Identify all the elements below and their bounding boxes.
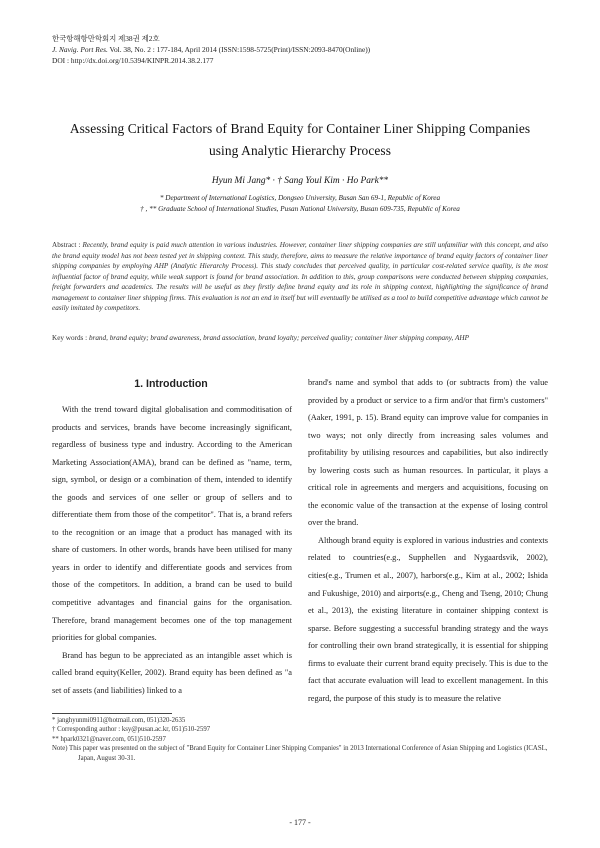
footnote-item: ** hpark0321@naver.com, 051)510-2597 — [52, 735, 166, 743]
journal-korean-title: 한국항해항만학회지 제38권 제2호 — [52, 34, 160, 43]
body-column-right — [308, 374, 548, 707]
keywords-label: Key words : — [52, 334, 89, 342]
abstract-text: Recently, brand equity is paid much attention in various industries. However, container liner shipping companies are still unfamiliar with this concept, and also the brand equity model has not been tested yet in shipping context. This study, therefore, aims to measure the relative importance of brand equity factors of container liner shipping companies by employing AHP (Analytic Hierarchy Process). This study concludes that perceived quality, in particular cost-related service quality, is the most influential factor of brand equity, while weak support is found for brand association. In addition to this, group comparisons were conducted between shipping companies, freight forwarders and academics. The results will be useful as they firstly define brand equity and its role in shipping context, highlighting the significance of brand management to container liner shipping firms. This evaluation is not an end in itself but will eventually be utilised as a tool to build competitive advantage which cannot be easily imitated by competitors. — [52, 241, 548, 312]
footnote-divider — [52, 713, 172, 714]
paragraph: Although brand equity is explored in various industries and contexts related to countries(e.g., Supphellen and Nygaardsvik, 2002), cities(e.g., Trumen et al., 2007), harbors(e.g., Kim at al., 2002; Ishida and Fukushige, 2010) and airports(e.g., Cheng and Tseng, 2010; Chung et al., 2013), the existing literature in container shipping context is sparse. Before suggesting a successful branding strategy and the ways for controlling their own brand strategically, it is essential for shipping firms to evaluate their current brand equity precisely. This is due to the fact that accurate evaluation will lead to excellent management. In this regard, the purpose of this study is to measure the relative — [308, 535, 548, 703]
body-column-left — [52, 401, 292, 699]
paragraph: brand's name and symbol that adds to (or subtracts from) the value provided by a product or service to a firm and/or that firm's customers"(Aaker, 1991, p. 15). Brand equity can improve value for companies in two ways; not only directly from increasing sales volumes and profitability by utilising resources and capabilities, but also indirectly by lowering costs such as human resources. In particular, it plays a critical role in agreements and mergers and acquisitions, focusing on the economic value of the transaction at the expense of losing control over the brand. — [308, 378, 548, 528]
paper-title — [40, 118, 560, 162]
affiliation-2: † , ** Graduate School of International Studies, Pusan National University, Busan 609-735, Republic of Korea — [140, 205, 460, 213]
abstract — [52, 240, 548, 314]
journal-citation — [52, 44, 370, 55]
paragraph: Brand has begun to be appreciated as an intangible asset which is called brand equity(Keller, 2002). Brand equity has been defined as "a set of assets (and liabilities) linked to a — [52, 650, 292, 695]
journal-abbrev: J. Navig. Port Res. — [52, 45, 108, 54]
journal-volume-info: Vol. 38, No. 2 : 177-184, April 2014 (ISSN:1598-5725(Print)/ISSN:2093-8470(Online)) — [107, 45, 371, 54]
affiliation-1: * Department of International Logistics, Dongseo University, Busan San 69-1, Republic of Korea — [159, 194, 441, 202]
paper-title-line2: using Analytic Hierarchy Process — [208, 143, 392, 158]
footnote-note: Note) This paper was presented on the subject of "Brand Equity for Container Liner Shipping Companies" in 2013 International Conference of Asian Shipping and Logistics (ICASL, Japan, August 30-31. — [52, 745, 548, 762]
journal-header — [52, 33, 370, 66]
footnote-item: * janghyunmi0911@hotmail.com, 051)320-2635 — [52, 717, 186, 724]
footnotes — [52, 716, 548, 763]
section-heading: 1. Introduction — [134, 378, 208, 390]
paragraph: With the trend toward digital globalisation and commoditisation of products and services, brands have become increasingly significant, regardless of business type and industry. According to the American Marketing Association(AMA), brand can be defined as "name, term, sign, symbol, or design or a combination of them, intended to identify the goods and services of one seller or group of sellers and to differentiate them from those of the competitor". That is, a brand refers to the recognition or an image that a product has managed with its share of customers. In other words, brands have been utilised for many years in order to identify and differentiate goods and services from those of the competitors. In addition, a brand can be used to build competitive advantages and financial gains for the organisation. Therefore, brand management becomes one of the top management priorities for global companies. — [52, 405, 292, 643]
abstract-label: Abstract : — [52, 241, 83, 249]
doi-link[interactable]: DOI : http://dx.doi.org/10.5394/KINPR.2014.38.2.177 — [52, 56, 214, 65]
page-number: - 177 - — [289, 818, 311, 827]
keywords — [52, 333, 548, 344]
keywords-text: brand, brand equity; brand awareness, brand association, brand loyalty; perceived quality; container liner shipping company, AHP — [88, 334, 469, 342]
footnote-item: † Corresponding author : ksy@pusan.ac.kr, 051)510-2597 — [52, 726, 211, 734]
author-list: Hyun Mi Jang* · † Sang Youl Kim · Ho Park** — [211, 176, 389, 186]
paper-title-line1: Assessing Critical Factors of Brand Equity for Container Liner Shipping Companies — [69, 121, 531, 136]
